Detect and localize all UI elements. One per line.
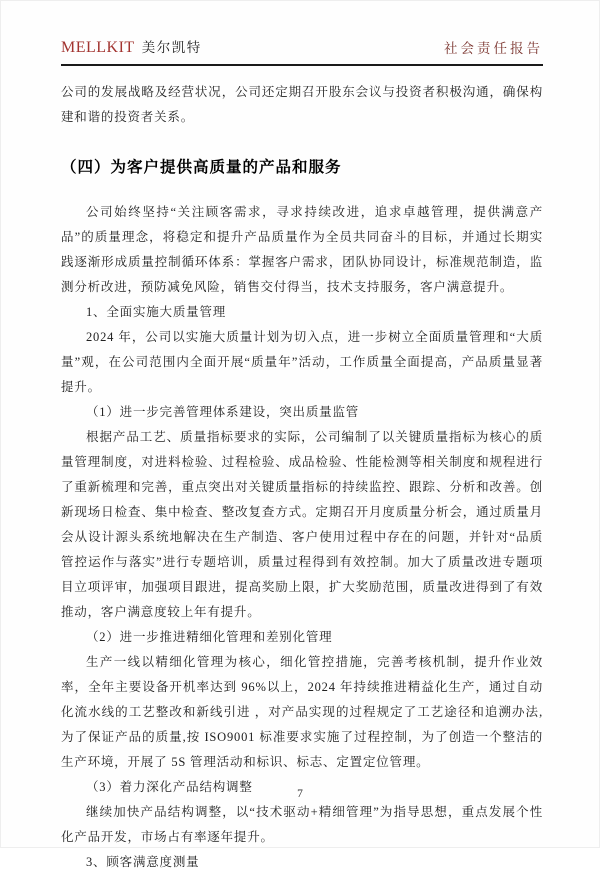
subsection-heading: （2）进一步推进精细化管理和差别化管理 xyxy=(86,630,333,644)
body-paragraph: 公司始终坚持“关注顾客需求，寻求持续改进，追求卓越管理，提供满意产品”的质量理念，将稳定和提升产品质量作为全员共同奋斗的目标，并通过长期实践逐渐形成质量控制循环体系：掌握客户需求，团队协同设计，标准规范制造，监测分析改进，预防减免风险，销售交付得当，技术支持服务，客户满意提升。 xyxy=(61,205,543,294)
subsection-heading: （3）着力深化产品结构调整 xyxy=(86,780,253,794)
page-body xyxy=(61,66,543,875)
page-number: 7 xyxy=(297,788,303,800)
body-paragraph: 公司的发展战略及经营状况，公司还定期召开股东会议与投资者积极沟通，确保构建和谐的投资者关系。 xyxy=(61,85,543,124)
company-logo xyxy=(61,36,202,57)
page-header xyxy=(61,36,543,66)
section-heading: （四）为客户提供高质量的产品和服务 xyxy=(61,159,342,176)
body-paragraph: 2024 年，公司以实施大质量计划为切入点，进一步树立全面质量管理和“大质量”观，在公司范围内全面开展“质量年”活动，工作质量全面提高，产品质量显著提升。 xyxy=(61,330,543,394)
body-paragraph: 生产一线以精细化管理为核心，细化管控措施，完善考核机制，提升作业效率，全年主要设备开机率达到 96%以上，2024 年持续推进精益化生产，通过自动化流水线的工艺整改和新线引进 ，对产品实现的过程规定了工艺途径和追溯办法,为了保证产品的质量,按 ISO9001 标准要求实施了过程控制，为了创造一个整洁的生产环境，开展了 5S 管理活动和标识、标志、定置定位管理。 xyxy=(61,655,543,769)
body-paragraph: 继续加快产品结构调整，以“技术驱动+精细管理”为指导思想，重点发展个性化产品开发，市场占有率逐年提升。 xyxy=(61,805,543,844)
report-title: 社会责任报告 xyxy=(444,41,543,56)
subsection-heading: （1）进一步完善管理体系建设，突出质量监管 xyxy=(86,405,360,419)
company-logo-chinese: 美尔凯特 xyxy=(141,40,202,55)
subsection-heading: 1、全面实施大质量管理 xyxy=(86,305,227,319)
subsection-heading: 3、顾客满意度测量 xyxy=(86,855,200,869)
page-footer xyxy=(1,788,599,800)
company-logo-latin: MELLKIT xyxy=(61,39,135,56)
body-paragraph: 根据产品工艺、质量指标要求的实际，公司编制了以关键质量指标为核心的质量管理制度，对进料检验、过程检验、成品检验、性能检测等相关制度和规程进行了重新梳理和完善，重点突出对关键质量指标的持续监控、跟踪、分析和改善。创新现场日检查、集中检查、整改复查方式。定期召开月度质量分析会，通过质量月会从设计源头系统地解决在生产制造、客户使用过程中存在的问题，并针对“品质管控运作与落实”进行专题培训，质量过程得到有效控制。加大了质量改进专题项目立项评审，加强项目跟进，提高奖励上限，扩大奖励范围，质量改进得到了有效推动，客户满意度较上年有提升。 xyxy=(61,430,543,619)
